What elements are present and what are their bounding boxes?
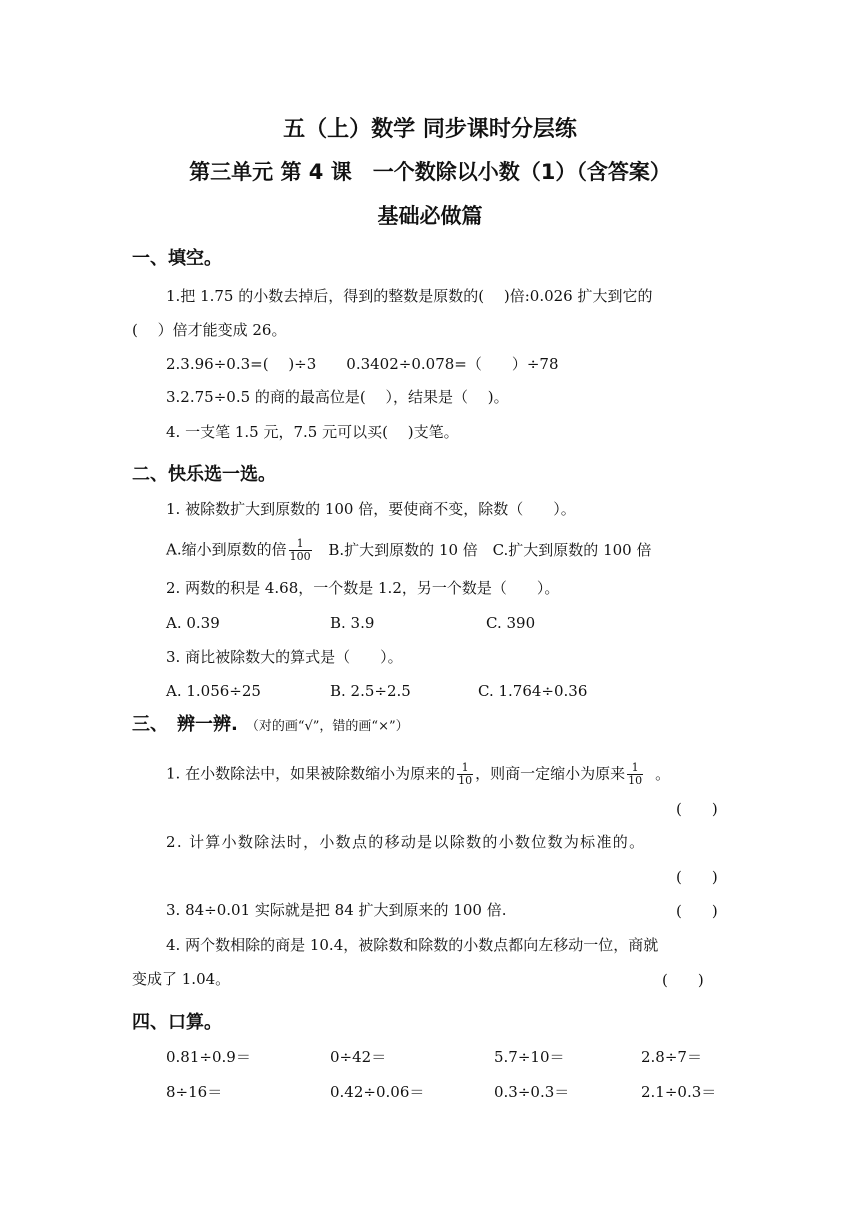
choose-q3-option-b: B. 2.5÷2.5 xyxy=(330,682,411,700)
fraction-one-hundredth: $\frac{1}{100}$ xyxy=(289,537,311,563)
oral-item: 8÷16＝ xyxy=(166,1083,223,1101)
fill-q1-line1: 1.把 1.75 的小数去掉后，得到的整数是原数的( )倍:0.026 扩大到它的 xyxy=(166,287,653,305)
judge-q3-answer-paren: ( ) xyxy=(676,902,718,920)
fill-q1-line2: ( ）倍才能变成 26。 xyxy=(132,321,287,339)
choose-q1-option-c: C.扩大到原数的 100 倍 xyxy=(492,540,652,559)
judge-q1-answer-paren: ( ) xyxy=(676,800,718,818)
choose-q1-option-a: A.缩小到原数的倍 xyxy=(166,540,287,559)
oral-item: 2.1÷0.3＝ xyxy=(641,1083,717,1101)
choose-q3-option-a: A. 1.056÷25 xyxy=(166,682,261,700)
section-fill-heading: 一、填空。 xyxy=(132,248,222,269)
judge-q3: 3. 84÷0.01 实际就是把 84 扩大到原来的 100 倍. xyxy=(166,901,507,919)
part-title: 基础必做篇 xyxy=(377,204,483,228)
choose-q2-option-b: B. 3.9 xyxy=(330,614,375,632)
choose-q3: 3. 商比被除数大的算式是（ ）。 xyxy=(166,648,403,666)
section-oral-heading: 四、口算。 xyxy=(132,1012,222,1033)
page-title: 五（上）数学 同步课时分层练 xyxy=(283,117,577,142)
choose-q2: 2. 两数的积是 4.68，一个数是 1.2，另一个数是（ ）。 xyxy=(166,579,560,597)
judge-instructions: （对的画“√”，错的画“×”） xyxy=(245,719,409,734)
choose-q1-option-b: B.扩大到原数的 10 倍 xyxy=(328,540,478,559)
oral-item: 0.81÷0.9＝ xyxy=(166,1048,251,1066)
fill-q2: 2.3.96÷0.3=( )÷3 0.3402÷0.078=（ ）÷78 xyxy=(166,355,559,373)
choose-q3-option-c: C. 1.764÷0.36 xyxy=(478,682,588,700)
oral-item: 0.3÷0.3＝ xyxy=(494,1083,570,1101)
oral-item: 0÷42＝ xyxy=(330,1048,387,1066)
choose-q2-option-c: C. 390 xyxy=(486,614,536,632)
choose-q1: 1. 被除数扩大到原数的 100 倍，要使商不变，除数（ ）。 xyxy=(166,500,576,518)
judge-q2: 2. 计算小数除法时，小数点的移动是以除数的小数位数为标准的。 xyxy=(166,833,646,851)
oral-item: 0.42÷0.06＝ xyxy=(330,1083,425,1101)
fill-q4: 4. 一支笔 1.5 元，7.5 元可以买( )支笔。 xyxy=(166,423,459,441)
choose-q1-options xyxy=(166,538,651,563)
judge-q1: 1. 在小数除法中，如果被除数缩小为原来的 $\frac{1}{10}$ ，则商一定缩小为原来 $\frac{1}{10}$ 。 xyxy=(166,761,671,787)
choose-q2-option-a: A. 0.39 xyxy=(166,614,220,632)
judge-q2-answer-paren: ( ) xyxy=(676,868,718,886)
fraction-one-tenth: $\frac{1}{10}$ xyxy=(628,761,643,787)
oral-item: 2.8÷7＝ xyxy=(641,1048,702,1066)
oral-item: 5.7÷10＝ xyxy=(494,1048,565,1066)
judge-q4-line2: 变成了 1.04。 xyxy=(132,970,231,988)
lesson-subtitle: 第三单元 第 4 课 一个数除以小数（1）（含答案） xyxy=(189,160,671,184)
section-choose-heading: 二、快乐选一选。 xyxy=(132,464,276,485)
section-judge-heading: 三、 辨一辨. （对的画“√”，错的画“×”） xyxy=(132,714,409,735)
judge-q4-line1: 4. 两个数相除的商是 10.4，被除数和除数的小数点都向左移动一位，商就 xyxy=(166,936,659,954)
fill-q3: 3.2.75÷0.5 的商的最高位是( ），结果是（ )。 xyxy=(166,388,509,406)
judge-q4-answer-paren: ( ) xyxy=(662,971,704,989)
fraction-one-tenth: $\frac{1}{10}$ xyxy=(458,761,473,787)
